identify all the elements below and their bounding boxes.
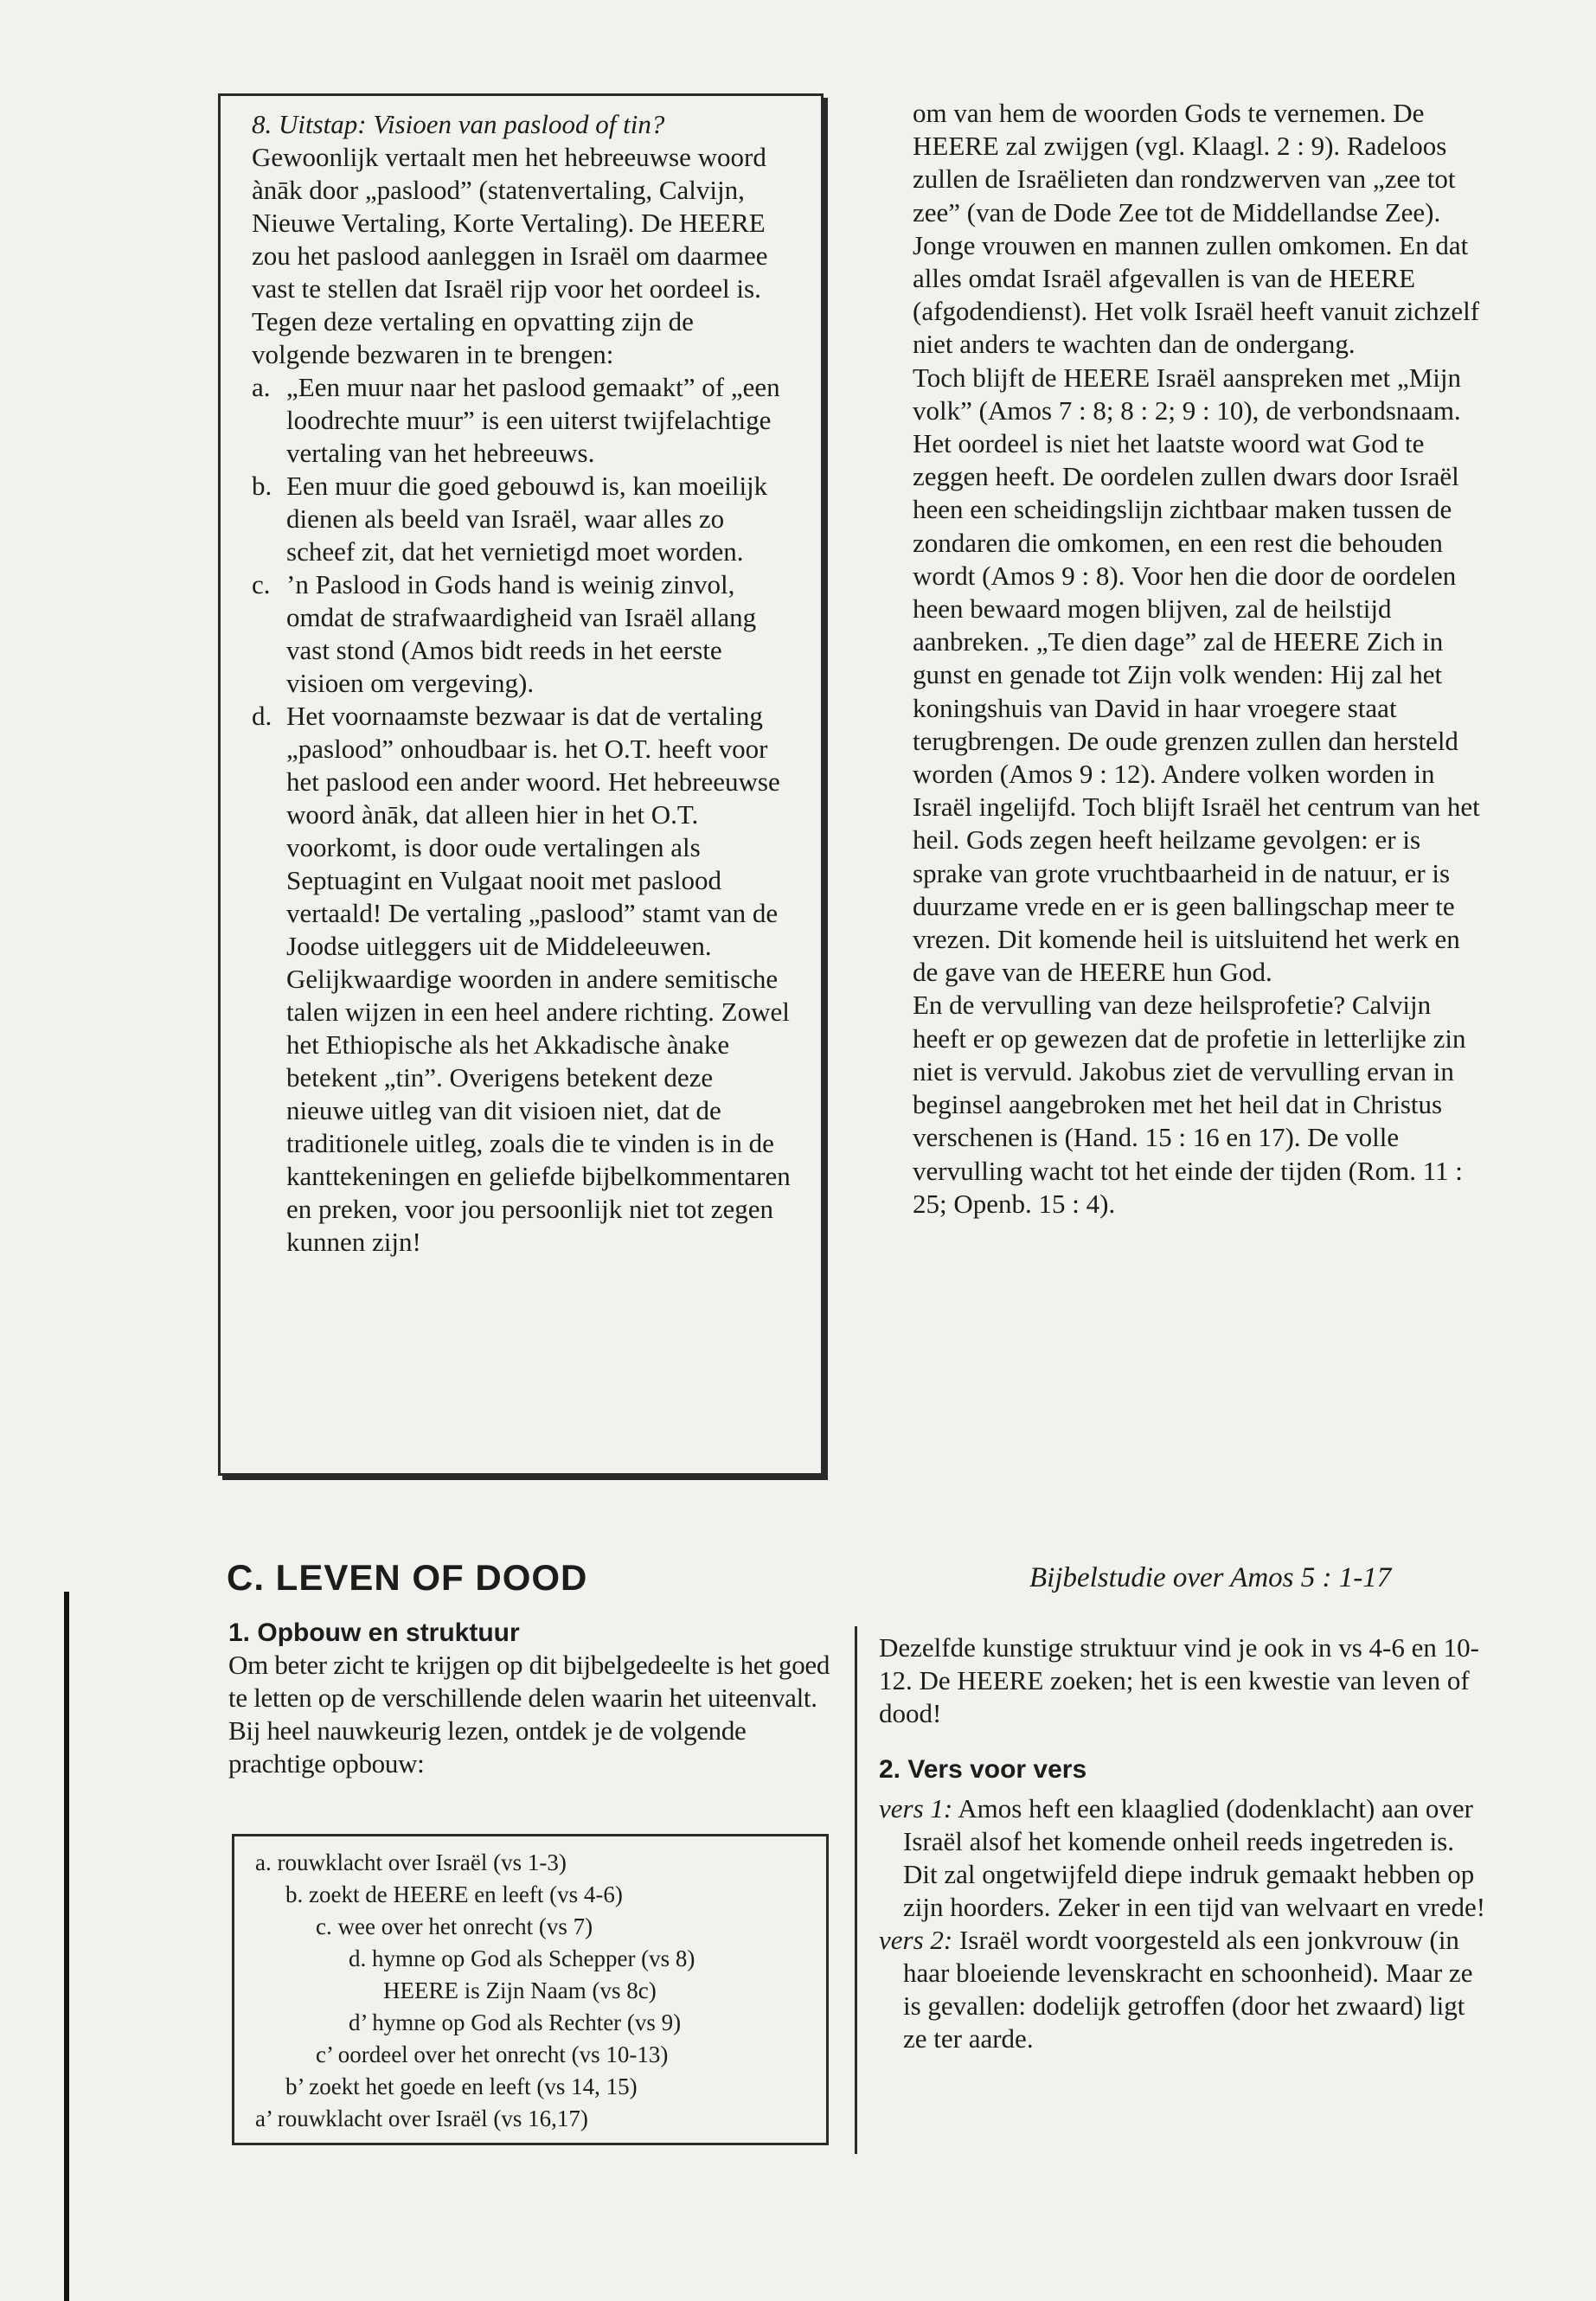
excursus-point-a xyxy=(252,371,795,470)
verse-label: vers 2: xyxy=(879,1925,953,1955)
right-paragraph-1: om van hem de woorden Gods te vernemen. De HEERE zal zwijgen (vgl. Klaagl. 2 : 9). Radeloos zullen de Israëlieten dan rondzwerven van „zee tot zee” (van de Dode Zee tot de Middellandse Zee). Jonge vrouwen en mannen zullen omkomen. En dat alles omdat Israël afgevallen is van de HEERE (afgodendienst). Het volk Israël heeft vanuit zichzelf niet anders te wachten dan de ondergang. xyxy=(913,98,1480,360)
excursus-point-d xyxy=(252,700,795,1259)
structure-line-b: b. zoekt de HEERE en leeft (vs 4-6) xyxy=(285,1881,623,1907)
page-edge-shadow xyxy=(64,1592,69,2301)
right-column-lower xyxy=(879,1631,1489,2055)
excursus-point-b xyxy=(252,470,795,568)
verse-label: vers 1: xyxy=(879,1793,953,1823)
structure-line-d-prime: d’ hymne op God als Rechter (vs 9) xyxy=(349,2009,682,2035)
structure-intro: Om beter zicht te krijgen op dit bijbelgedeelte is het goed te letten op de verschillende delen waarin het uiteenvalt. Bij heel nauwkeurig lezen, ontdek je de volgende prachtige opbouw: xyxy=(228,1650,830,1779)
running-title: Bijbelstudie over Amos 5 : 1-17 xyxy=(1029,1562,1392,1593)
verse-1 xyxy=(879,1792,1489,1924)
left-column-lower xyxy=(228,1618,838,1780)
excursus-box xyxy=(218,93,824,1476)
point-label: a. xyxy=(252,372,271,402)
structure-box xyxy=(232,1834,829,2145)
verse-text: Amos heft een klaaglied (dodenklacht) aan over Israël alsof het komende onheil reeds ingetreden is. Dit zal ongetwijfeld diepe indruk gemaakt hebben op zijn hoorders. Zeker in een tijd van welvaart en vrede! xyxy=(903,1793,1486,1922)
structure-line-a-prime: a’ rouwklacht over Israël (vs 16,17) xyxy=(255,2106,588,2131)
right-paragraph-2: Toch blijft de HEERE Israël aanspreken met „Mijn volk” (Amos 7 : 8; 8 : 2; 9 : 10), de verbondsnaam. Het oordeel is niet het laatste woord wat God te zeggen heeft. De oordelen zullen dwars door Israël heen een scheidingslijn zichtbaar maken tussen de zondaren die omkomen, en een rest die behouden wordt (Amos 9 : 8). Voor hen die door de oordelen heen bewaard mogen blijven, zal de heilstijd aanbreken. „Te dien dage” zal de HEERE Zich in gunst en genade tot Zijn volk wenden: Hij zal het koningshuis van David in haar vroegere staat terugbrengen. De oude grenzen zullen dan hersteld worden (Amos 9 : 12). Andere volken worden in Israël ingelijfd. Toch blijft Israël het centrum van het heil. Gods zegen heeft heilzame gevolgen: er is sprake van grote vruchtbaarheid in de natuur, er is duurzame vrede en er is geen ballingschap meer te vrezen. Dit komende heil is uitsluitend het werk en de gave van de HEERE hun God. xyxy=(913,362,1480,988)
structure-line-c-prime: c’ oordeel over het onrecht (vs 10-13) xyxy=(316,2041,669,2067)
subheading-structure: 1. Opbouw en struktuur xyxy=(228,1618,520,1647)
structure-line-a: a. rouwklacht over Israël (vs 1-3) xyxy=(255,1849,567,1875)
point-text: Het voornaamste bezwaar is dat de vertaling „paslood” onhoudbaar is. het O.T. heeft voor het paslood een ander woord. Het hebreeuwse woord ànāk, dat alleen hier in het O.T. voorkomt, is door oude vertalingen als Septuagint en Vulgaat nooit met paslood vertaald! De vertaling „paslood” stamt van de Joodse uitleggers uit de Middeleeuwen. Gelijkwaardige woorden in andere semitische talen wijzen in een heel andere richting. Zowel het Ethiopische als het Akkadische ànake betekent „tin”. Overigens betekent deze nieuwe uitleg van dit visioen niet, dat de traditionele uitleg, zoals die te vinden is in de kanttekeningen en geliefde bijbelkommentaren en preken, voor jou persoonlijk niet tot zegen kunnen zijn! xyxy=(286,701,791,1257)
verse-2 xyxy=(879,1924,1489,2055)
point-label: b. xyxy=(252,471,272,501)
section-heading: C. LEVEN OF DOOD xyxy=(227,1557,588,1598)
column-divider xyxy=(855,1626,857,2154)
point-text: ’n Paslood in Gods hand is weinig zinvol, omdat de strafwaardigheid van Israël allang vast stond (Amos bidt reeds in het eerste visioen om vergeving). xyxy=(286,569,757,698)
point-text: Een muur die goed gebouwd is, kan moeilijk dienen als beeld van Israël, waar alles zo scheef zit, dat het vernietigd moet worden. xyxy=(286,471,768,567)
right-paragraph-3: En de vervulling van deze heilsprofetie? Calvijn heeft er op gewezen dat de profetie in letterlijke zin niet is vervuld. Jakobus ziet de vervulling ervan in beginsel aangebroken met het heil dat in Christus verschenen is (Hand. 15 : 16 en 17). De volle vervulling wacht tot het einde der tijden (Rom. 11 : 25; Openb. 15 : 4). xyxy=(913,990,1466,1219)
structure-line-c: c. wee over het onrecht (vs 7) xyxy=(316,1913,593,1939)
excursus-point-c xyxy=(252,568,795,700)
point-label: c. xyxy=(252,569,271,599)
structure-line-center: HEERE is Zijn Naam (vs 8c) xyxy=(383,1977,657,2003)
point-text: „Een muur naar het paslood gemaakt” of „een loodrechte muur” is een uiterst twijfelachtige vertaling van het hebreeuws. xyxy=(286,372,780,468)
point-label: d. xyxy=(252,701,272,731)
excursus-intro: Gewoonlijk vertaalt men het hebreeuwse woord ànāk door „paslood” (statenvertaling, Calvijn, Nieuwe Vertaling, Korte Vertaling). De HEERE zou het paslood aanleggen in Israël om daarmee vast te stellen dat Israël rijp voor het oordeel is. Tegen deze vertaling en opvatting zijn de volgende bezwaren in te brengen: xyxy=(252,142,768,369)
subheading-verses: 2. Vers voor vers xyxy=(879,1755,1087,1784)
structure-line-d: d. hymne op God als Schepper (vs 8) xyxy=(349,1945,695,1971)
right-lower-intro: Dezelfde kunstige struktuur vind je ook in vs 4-6 en 10-12. De HEERE zoeken; het is een kwestie van leven of dood! xyxy=(879,1632,1479,1728)
structure-line-b-prime: b’ zoekt het goede en leeft (vs 14, 15) xyxy=(285,2073,638,2099)
excursus-title: 8. Uitstap: Visioen van paslood of tin? xyxy=(252,109,665,139)
verse-text: Israël wordt voorgesteld als een jonkvrouw (in haar bloeiende levenskracht en schoonheid). Maar ze is gevallen: dodelijk getroffen (door het zwaard) ligt ze ter aarde. xyxy=(903,1925,1473,2054)
right-column-top xyxy=(913,97,1484,1221)
